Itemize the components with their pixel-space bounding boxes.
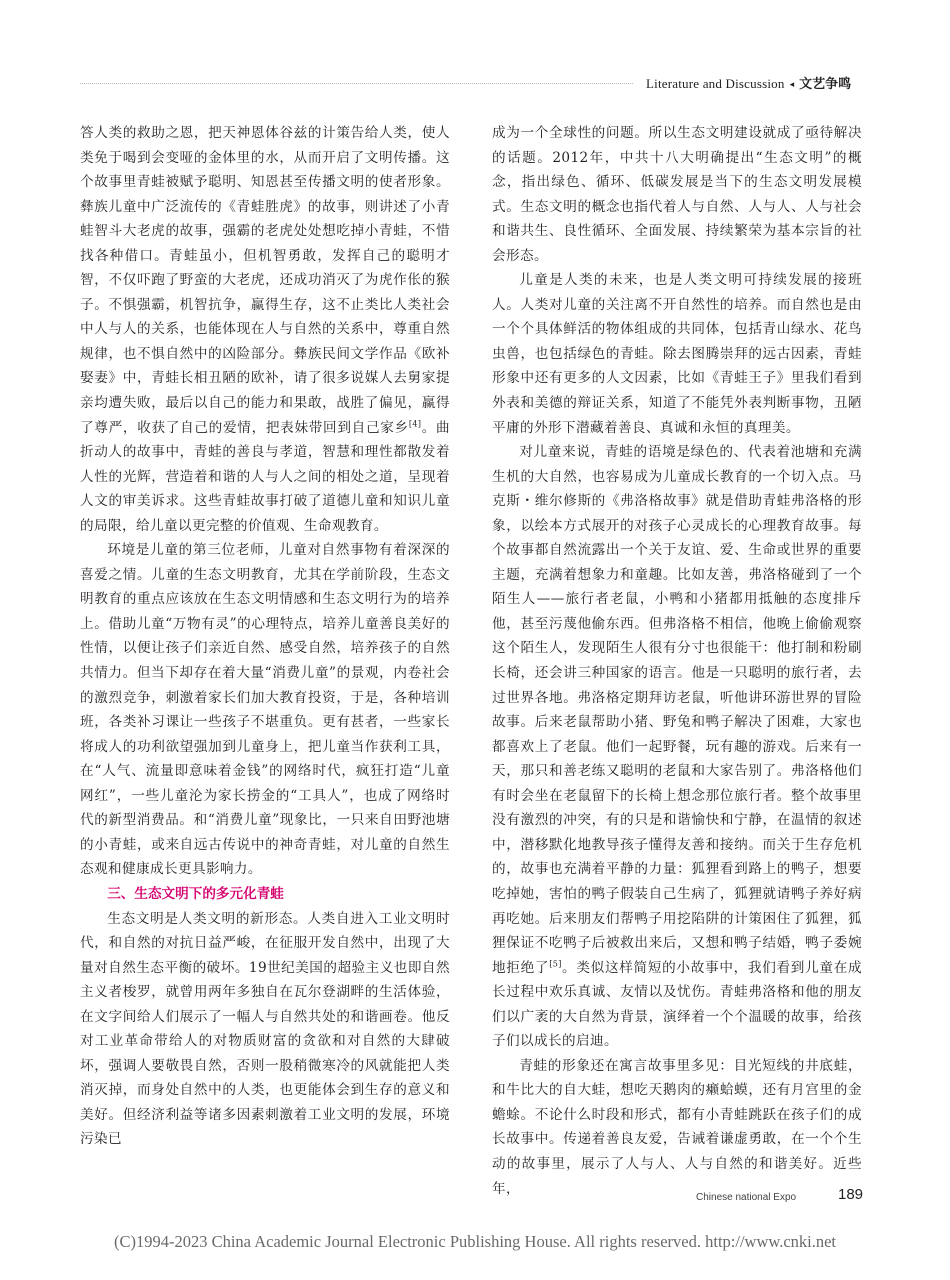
paragraph-text: 。类似这样简短的小故事中，我们看到儿童在成长过程中欢乐真诚、友情以及忧伤。青蛙弗洛格和他的朋友们以广袤的大自然为背景，演绎着一个个温暖的故事，给孩子们以成长的启迪。 — [492, 959, 862, 1050]
header-section-cn: 文艺争鸣 — [799, 77, 852, 92]
paragraph: 环境是儿童的第三位老师，儿童对自然事物有着深深的喜爱之情。儿童的生态文明教育，尤其在学前阶段，生态文明教育的重点应该放在生态文明情感和生态文明行为的培养上。借助儿童“万物有灵”的心理特点，培养儿童善良美好的性情，以便让孩子们亲近自然、感受自然，培养孩子的自然共情力。但当下却存在着大量“消费儿童”的景观，内卷社会的激烈竞争，刺激着家长们加大教育投资，于是，各种培训班，各类补习课让一些孩子不堪重负。更有甚者，一些家长将成人的功利欲望强加到儿童身上，把儿童当作获利工具，在“人气、流量即意味着金钱”的网络时代，疯狂打造“儿童网红”，一些儿童沦为家长捞金的“工具人”，也成了网络时代的新型消费品。和“消费儿童”现象比，一只来自田野池塘的小青蛙，或来自远古传说中的神奇青蛙，对儿童的自然生态观和健康成长更具影响力。 — [80, 542, 450, 878]
left-column — [80, 121, 450, 1176]
paragraph: 青蛙的形象还在寓言故事里多见：目光短线的井底蛙，和牛比大的自大蛙，想吃天鹅肉的癞蛤蟆，还有月宫里的金蟾蜍。不论什么时段和形式，都有小青蛙跳跃在孩子们的成长故事中。传递着善良友爱，告诫着谦虚勇敢，在一个个生动的故事里，展示了人与人、人与自然的和谐美好。近些年， — [492, 1057, 862, 1197]
paragraph-text: 对儿童来说，青蛙的语境是绿色的、代表着池塘和充满生机的大自然，也容易成为儿童成长教育的一个切入点。马克斯・维尔修斯的《弗洛格故事》就是借助青蛙弗洛格的形象，以绘本方式展开的对孩子心灵成长的心理教育故事。每个故事都自然流露出一个关于友谊、爱、生命或世界的重要主题，充满着想象力和童趣。比如友善，弗洛格碰到了一个陌生人——旅行者老鼠，小鸭和小猪都用抵触的态度排斥他，甚至污蔑他偷东西。但弗洛格不相信，他晚上偷偷观察这个陌生人，发现陌生人很有分寸也很能干：他打制和粉刷长椅，还会讲三种国家的语言。他是一只聪明的旅行者，去过世界各地。弗洛格定期拜访老鼠，听他讲环游世界的冒险故事。后来老鼠帮助小猪、野兔和鸭子解决了困难，大家也都喜欢上了老鼠。他们一起野餐，玩有趣的游戏。后来有一天，那只和善老练又聪明的老鼠和大家告别了。弗洛格他们有时会坐在老鼠留下的长椅上想念那位旅行者。整个故事里没有激烈的冲突，有的只是和谐愉快和宁静，在温情的叙述中，潜移默化地教导孩子懂得友善和接纳。而关于生存危机的，故事也充满着平静的力量：狐狸看到路上的鸭子，想要吃掉她，害怕的鸭子假装自己生病了，狐狸就请鸭子养好病再吃她。后来朋友们帮鸭子用挖陷阱的计策困住了狐狸，狐狸保证不吃鸭子后被救出来后，又想和鸭子结婚，鸭子委婉地拒绝了 — [492, 444, 862, 976]
page-number: 189 — [838, 1186, 864, 1203]
paragraph — [492, 440, 862, 1054]
paragraph: 成为一个全球性的问题。所以生态文明建设就成了亟待解决的话题。2012年，中共十八大明确提出“生态文明”的概念，指出绿色、循环、低碳发展是当下的生态文明发展模式。生态文明的概念也指代着人与自然、人与人、人与社会和谐共生、良性循环、全面发展、持续繁荣为基本宗旨的社会形态。 — [492, 125, 862, 264]
section-heading: 三、生态文明下的多元化青蛙 — [107, 885, 284, 902]
paragraph-text: 。曲折动人的故事中，青蛙的善良与孝道，智慧和理性都散发着人性的光辉，营造着和谐的人与人之间的相处之道，呈现着人文的审美诉求。这些青蛙故事打破了道德儿童和知识儿童的局限，给儿童以更完整的价值观、生命观教育。 — [80, 419, 450, 534]
header-rule — [80, 83, 633, 84]
running-header — [646, 73, 876, 93]
paragraph: 生态文明是人类文明的新形态。人类自进入工业文明时代，和自然的对抗日益严峻，在征服开发自然中，出现了大量对自然生态平衡的破坏。19世纪美国的超验主义也即自然主义者梭罗，就曾用两年多独自在瓦尔登湖畔的生活体验，在文字间给人们展示了一幅人与自然共处的和谐画卷。他反对工业革命带给人的对物质财富的贪欲和对自然的大肆破坏，强调人要敬畏自然，否则一股稍微寒冷的风就能把人类消灭掉，而身处自然中的人类，也更能体会到生存的意义和美好。但经济利益等诸多因素刺激着工业文明的发展，环境污染已 — [80, 910, 450, 1148]
paragraph-text: 答人类的救助之恩，把天神恩体谷兹的计策告给人类，使人类免于喝到会变哑的金体里的水，从而开启了文明传播。这个故事里青蛙被赋予聪明、知恩甚至传播文明的使者形象。彝族儿童中广泛流传的《青蛙胜虎》的故事，则讲述了小青蛙智斗大老虎的故事，强霸的老虎处处想吃掉小青蛙，不惜找各种借口。青蛙虽小，但机智勇敢，发挥自己的聪明才智，不仅吓跑了野蛮的大老虎，还成功消灭了为虎作伥的猴子。不惧强霸，机智抗争，赢得生存，这不止类比人类社会中人与人的关系，也能体现在人与自然的关系中，尊重自然规律，也不惧自然中的凶险部分。彝族民间文学作品《欧补娶妻》中，青蛙长相丑陋的欧补，请了很多说媒人去舅家提亲均遭失败，最后以自己的能力和果敢，战胜了偏见，赢得了尊严，收获了自己的爱情，把表妹带回到自己家乡 — [80, 125, 450, 436]
reference-marker: [5] — [549, 959, 562, 969]
header-section-en: Literature and Discussion — [646, 76, 785, 91]
paragraph — [80, 121, 450, 538]
paragraph: 儿童是人类的未来，也是人类文明可持续发展的接班人。人类对儿童的关注离不开自然性的培养。而自然也是由一个个具体鲜活的物体组成的共同体，包括青山绿水、花鸟虫兽，也包括绿色的青蛙。除去图腾崇拜的远古因素，青蛙形象中还有更多的人文因素，比如《青蛙王子》里我们看到外表和美德的辩证关系，知道了不能凭外表判断事物，丑陋平庸的外形下潜藏着善良、真诚和永恒的真理美。 — [492, 272, 862, 436]
copyright-notice: (C)1994-2023 China Academic Journal Electronic Publishing House. All rights reserved. http://www.cnki.net — [113, 1232, 837, 1251]
reference-marker: [4] — [408, 419, 422, 429]
footer-magazine-name: Chinese national Expo — [696, 1192, 797, 1203]
triangle-left-icon: ◂ — [789, 79, 795, 89]
